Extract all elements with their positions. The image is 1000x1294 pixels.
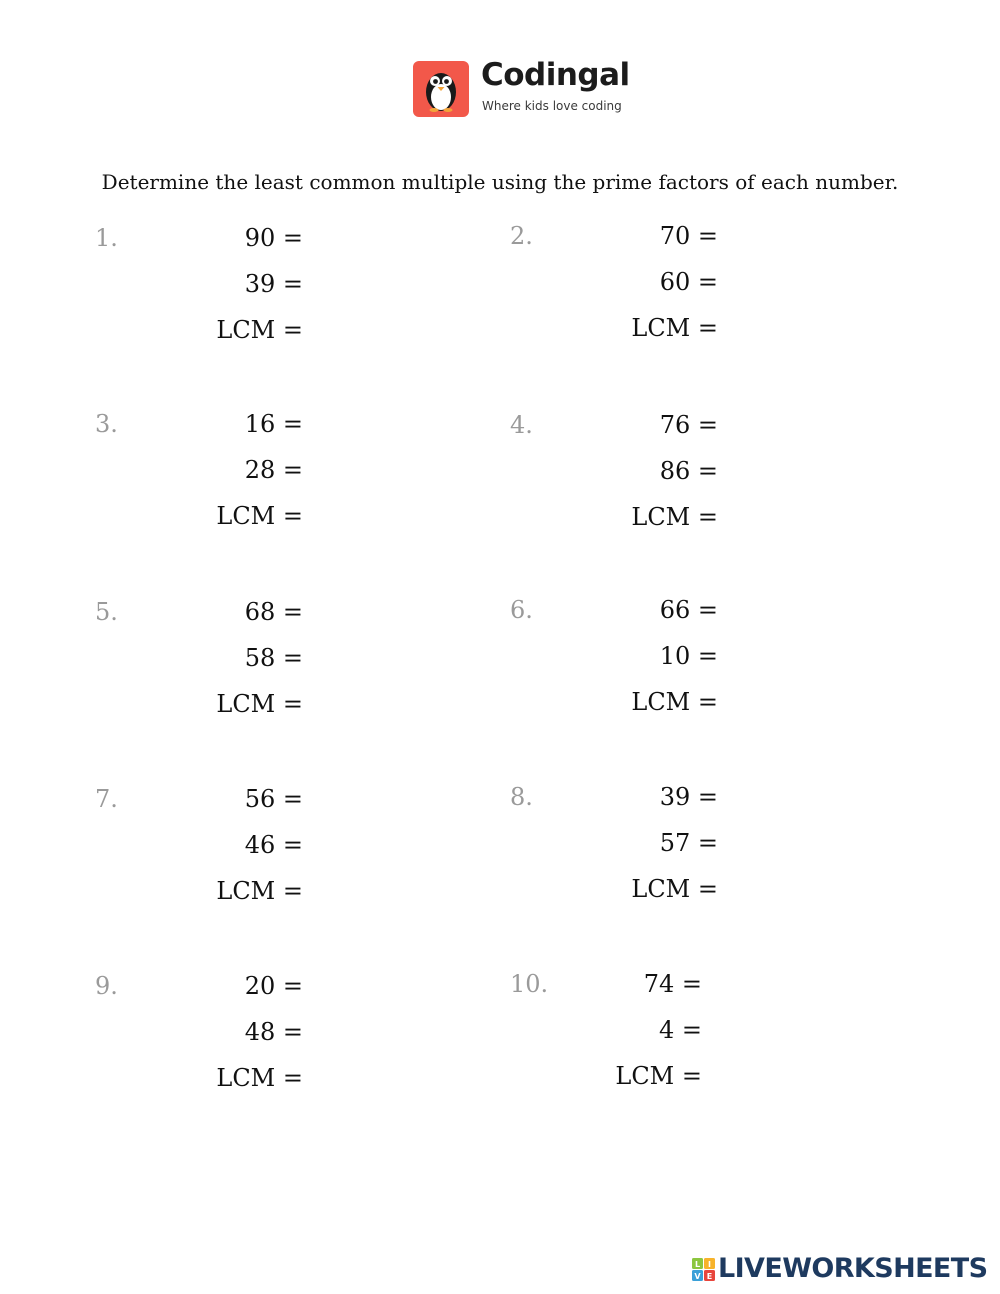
problem-number: 9. — [95, 972, 118, 1000]
instructions: Determine the least common multiple using the prime factors of each number. — [101, 170, 899, 194]
first-number: 16 = — [244, 410, 303, 438]
second-number: 39 = — [244, 270, 303, 298]
first-number: 90 = — [244, 224, 303, 252]
penguin-logo-icon — [413, 61, 469, 117]
lcm-label: LCM = — [631, 314, 718, 342]
problem-number: 4. — [510, 411, 533, 439]
problem-6 — [510, 596, 718, 736]
problem-4 — [510, 411, 718, 551]
brand-name: Codingal — [481, 57, 630, 93]
second-number: 46 = — [244, 831, 303, 859]
second-number: 28 = — [244, 456, 303, 484]
first-number: 39 = — [659, 783, 718, 811]
problem-1 — [95, 224, 303, 364]
problem-number: 8. — [510, 783, 533, 811]
first-number: 20 = — [244, 972, 303, 1000]
svg-text:E: E — [706, 1272, 713, 1281]
problem-8 — [510, 783, 718, 923]
problem-2 — [510, 222, 718, 362]
lcm-label: LCM = — [631, 875, 718, 903]
problem-number: 10. — [510, 970, 549, 998]
brand-tagline: Where kids love coding — [482, 99, 622, 113]
first-number: 76 = — [659, 411, 718, 439]
second-number: 57 = — [659, 829, 718, 857]
first-number: 66 = — [659, 596, 718, 624]
lcm-label: LCM = — [216, 502, 303, 530]
problem-3 — [95, 410, 303, 550]
problem-7 — [95, 785, 303, 925]
second-number: 10 = — [659, 642, 718, 670]
first-number: 70 = — [659, 222, 718, 250]
svg-text:V: V — [694, 1272, 701, 1281]
problem-number: 7. — [95, 785, 118, 813]
problem-9 — [95, 972, 303, 1112]
problem-number: 5. — [95, 598, 118, 626]
second-number: 48 = — [244, 1018, 303, 1046]
problem-5 — [95, 598, 303, 738]
liveworksheets-logo — [692, 1255, 992, 1285]
first-number: 74 = — [643, 970, 702, 998]
problem-number: 3. — [95, 410, 118, 438]
problem-10 — [510, 970, 702, 1110]
problem-number: 2. — [510, 222, 533, 250]
first-number: 56 = — [244, 785, 303, 813]
second-number: 86 = — [659, 457, 718, 485]
problem-number: 1. — [95, 224, 118, 252]
second-number: 4 = — [658, 1016, 702, 1044]
live-blocks-icon — [692, 1258, 716, 1282]
lcm-label: LCM = — [216, 316, 303, 344]
second-number: 58 = — [244, 644, 303, 672]
codingal-logo — [413, 57, 633, 119]
svg-text:I: I — [708, 1260, 711, 1269]
first-number: 68 = — [244, 598, 303, 626]
second-number: 60 = — [659, 268, 718, 296]
problem-number: 6. — [510, 596, 533, 624]
lcm-label: LCM = — [216, 1064, 303, 1092]
lcm-label: LCM = — [216, 690, 303, 718]
lcm-label: LCM = — [631, 688, 718, 716]
lcm-label: LCM = — [216, 877, 303, 905]
svg-text:L: L — [694, 1260, 701, 1269]
lcm-label: LCM = — [615, 1062, 702, 1090]
lcm-label: LCM = — [631, 503, 718, 531]
footer-brand-name: LIVEWORKSHEETS — [718, 1253, 988, 1284]
